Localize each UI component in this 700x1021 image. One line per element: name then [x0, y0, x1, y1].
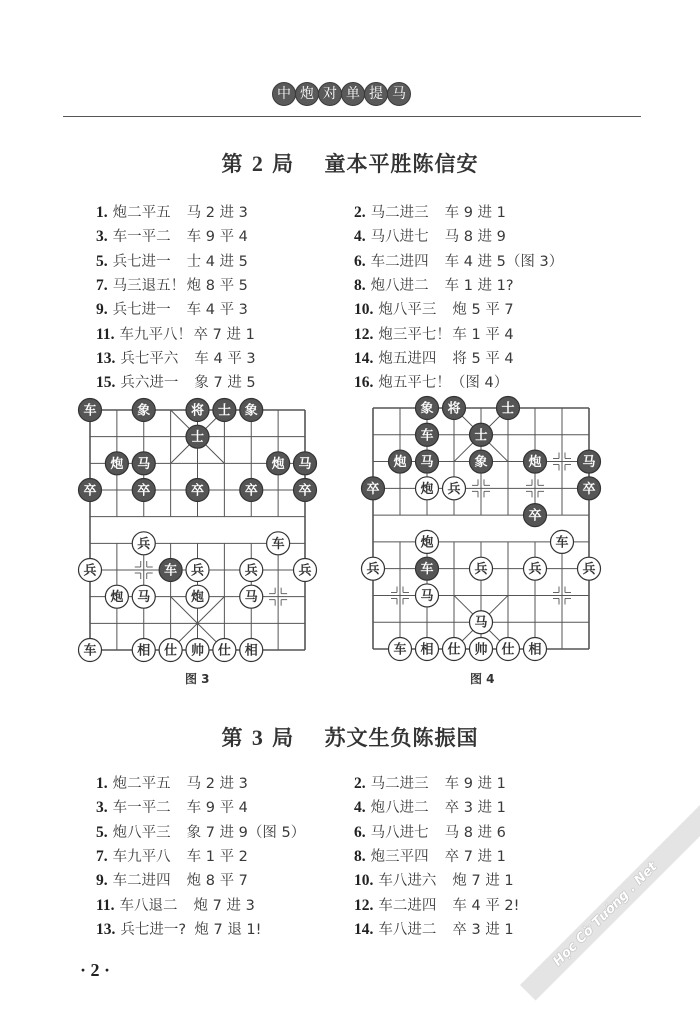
move-number: 12. [354, 325, 374, 343]
svg-text:兵: 兵 [83, 563, 97, 579]
black-move: 车 1 进 1? [444, 277, 514, 294]
move-number: 13. [96, 349, 116, 367]
game-title [0, 148, 700, 178]
red-piece [443, 638, 466, 661]
red-move: 炮二平五 [112, 205, 171, 221]
black-move: 卒 7 进 1 [193, 326, 255, 343]
black-piece [186, 479, 209, 502]
move-number: 3. [96, 799, 108, 817]
game-players: 苏文生负陈振国 [324, 726, 479, 750]
svg-text:相: 相 [528, 642, 542, 658]
svg-text:相: 相 [420, 642, 434, 658]
red-piece [470, 638, 493, 661]
move-entry [354, 323, 514, 344]
black-piece [186, 399, 209, 422]
move-entry [354, 772, 506, 793]
black-piece [524, 450, 547, 473]
chapter-badge: 中 [272, 82, 296, 106]
move-number: 12. [354, 896, 374, 914]
game-number: 2 [251, 151, 264, 176]
black-piece [186, 425, 209, 448]
svg-text:车: 车 [271, 536, 285, 552]
red-move: 马三退五！ [112, 277, 186, 294]
black-move: 将 5 平 4 [452, 350, 514, 367]
move-number: 10. [354, 301, 374, 319]
board-diagram [83, 403, 312, 659]
black-piece [443, 397, 466, 420]
chapter-badge: 炮 [295, 82, 319, 106]
black-move: 象 7 进 5 [194, 375, 256, 392]
black-piece [497, 397, 520, 420]
move-number: 13. [96, 920, 116, 938]
move-number: 4. [354, 799, 366, 817]
black-piece [294, 452, 317, 475]
red-piece [416, 530, 439, 553]
black-move: 车 1 平 4 [452, 326, 514, 343]
black-move: 车 9 进 1 [444, 205, 506, 221]
black-move: 车 4 平 2! [452, 897, 520, 914]
black-move: 象 7 进 9（图 5） [186, 824, 306, 841]
svg-text:仕: 仕 [217, 643, 231, 659]
svg-text:炮: 炮 [420, 481, 434, 497]
red-move: 兵七进一? [120, 921, 187, 938]
red-piece [186, 639, 209, 662]
move-entry [96, 894, 255, 915]
svg-text:象: 象 [137, 403, 151, 419]
move-number: 14. [354, 920, 374, 938]
svg-text:卒: 卒 [528, 508, 542, 524]
black-move: 车 4 进 5（图 3） [444, 253, 564, 270]
move-number: 11. [96, 896, 115, 914]
svg-text:马: 马 [420, 455, 434, 471]
move-number: 14. [354, 349, 374, 367]
black-piece [159, 559, 182, 582]
svg-text:卒: 卒 [244, 483, 258, 499]
red-piece [416, 584, 439, 607]
red-move: 马二进三 [370, 776, 429, 792]
svg-text:卒: 卒 [190, 483, 205, 499]
svg-text:兵: 兵 [244, 563, 258, 579]
svg-text:马: 马 [474, 615, 488, 631]
svg-text:卒: 卒 [298, 483, 312, 499]
move-entry [354, 845, 506, 866]
board-grid [83, 403, 312, 659]
red-piece [132, 532, 155, 555]
move-number: 8. [354, 847, 366, 865]
svg-text:炮: 炮 [110, 590, 124, 606]
board-grid [366, 401, 596, 658]
svg-text:兵: 兵 [447, 481, 461, 497]
red-piece [240, 585, 263, 608]
black-move: 士 4 进 5 [186, 253, 248, 270]
red-move: 车一平二 [112, 229, 171, 246]
red-move: 兵七平六 [120, 350, 179, 367]
red-piece [470, 611, 493, 634]
game-number: 3 [251, 725, 264, 750]
black-move: 车 9 平 4 [186, 800, 248, 817]
svg-text:将: 将 [447, 401, 461, 417]
black-move: 马 8 进 9 [444, 229, 506, 246]
move-entry [96, 371, 256, 392]
move-entry [96, 250, 248, 271]
move-entry [96, 821, 305, 842]
header-rule [63, 116, 641, 117]
move-entry [354, 274, 514, 295]
svg-text:士: 士 [474, 428, 488, 444]
svg-text:象: 象 [420, 401, 434, 417]
black-move: 卒 3 进 1 [444, 800, 506, 817]
move-number: 9. [96, 872, 108, 890]
move-number: 1. [96, 775, 108, 792]
svg-text:卒: 卒 [83, 483, 97, 499]
svg-text:炮: 炮 [420, 535, 434, 551]
red-piece [497, 638, 520, 661]
black-piece [362, 477, 385, 500]
move-entry [354, 298, 514, 319]
red-move: 车八退二 [119, 897, 178, 914]
red-move: 炮二平五 [112, 776, 171, 792]
black-move: 车 4 平 3 [186, 302, 248, 319]
svg-text:兵: 兵 [474, 562, 488, 578]
svg-text:兵: 兵 [366, 562, 380, 578]
black-piece [416, 557, 439, 580]
move-entry [96, 772, 248, 793]
svg-text:象: 象 [244, 403, 258, 419]
red-move: 车二进四 [370, 253, 429, 270]
red-move: 车二进四 [378, 897, 437, 914]
move-entry [96, 845, 248, 866]
red-piece [551, 530, 574, 553]
black-move: 卒 3 进 1 [452, 921, 514, 938]
black-piece [105, 452, 128, 475]
red-piece [79, 639, 102, 662]
move-number: 1. [96, 204, 108, 221]
figure-caption: 图 4 [470, 672, 495, 686]
move-number: 11. [96, 325, 115, 343]
figure-caption: 图 3 [185, 672, 210, 686]
move-entry [354, 821, 506, 842]
move-number: 15. [96, 374, 116, 392]
game-title-prefix: 第 [221, 152, 244, 176]
black-move: 马 8 进 6 [444, 824, 506, 841]
red-piece [294, 559, 317, 582]
black-piece [79, 399, 102, 422]
svg-text:马: 马 [137, 456, 151, 472]
svg-text:帅: 帅 [474, 642, 488, 658]
move-entry [354, 869, 514, 890]
red-piece [416, 638, 439, 661]
black-piece [240, 479, 263, 502]
black-piece [524, 504, 547, 527]
move-entry [354, 225, 506, 246]
black-piece [294, 479, 317, 502]
red-move: 炮五平七！（图 4） [378, 375, 509, 392]
red-move: 兵七进一 [112, 253, 171, 270]
black-move: 炮 8 平 7 [186, 873, 248, 890]
svg-text:车: 车 [83, 643, 97, 659]
svg-text:士: 士 [217, 403, 231, 419]
red-piece [105, 585, 128, 608]
red-piece [470, 557, 493, 580]
svg-text:象: 象 [474, 455, 488, 471]
svg-text:仕: 仕 [447, 642, 461, 658]
svg-text:卒: 卒 [366, 481, 380, 497]
red-piece [524, 557, 547, 580]
svg-text:马: 马 [244, 590, 258, 606]
svg-text:炮: 炮 [528, 455, 542, 471]
svg-text:兵: 兵 [298, 563, 312, 579]
red-move: 车八进六 [378, 873, 437, 890]
black-move: 炮 7 进 1 [452, 873, 514, 890]
red-piece [213, 639, 236, 662]
red-piece [240, 639, 263, 662]
move-entry [96, 869, 248, 890]
black-piece [240, 399, 263, 422]
move-entry [96, 323, 255, 344]
red-move: 炮三平七！ [378, 326, 451, 343]
svg-text:车: 车 [83, 403, 97, 419]
move-entry [96, 274, 248, 295]
move-number: 8. [354, 276, 366, 294]
svg-text:车: 车 [393, 642, 407, 658]
svg-text:相: 相 [244, 643, 258, 659]
red-move: 车八进二 [378, 921, 437, 938]
red-move: 车二进四 [112, 873, 171, 890]
svg-text:帅: 帅 [190, 643, 205, 659]
black-piece [389, 450, 412, 473]
red-piece [389, 638, 412, 661]
move-number: 5. [96, 252, 108, 270]
move-entry [96, 796, 248, 817]
black-move: 炮 8 平 5 [186, 277, 248, 294]
black-piece [578, 450, 601, 473]
svg-text:车: 车 [420, 428, 434, 444]
move-number: 7. [96, 276, 108, 294]
svg-text:卒: 卒 [137, 483, 151, 499]
move-number: 7. [96, 847, 108, 865]
red-piece [186, 585, 209, 608]
svg-text:相: 相 [137, 643, 151, 659]
chapter-title-badges [272, 82, 410, 106]
black-piece [132, 399, 155, 422]
chapter-badge: 提 [364, 82, 388, 106]
black-piece [470, 423, 493, 446]
svg-text:马: 马 [298, 456, 312, 472]
move-entry [354, 918, 514, 939]
move-number: 4. [354, 228, 366, 246]
red-move: 炮八平三 [112, 824, 171, 841]
red-piece [578, 557, 601, 580]
black-piece [132, 479, 155, 502]
svg-text:仕: 仕 [501, 642, 515, 658]
black-piece [416, 450, 439, 473]
black-piece [416, 397, 439, 420]
chapter-badge: 对 [318, 82, 342, 106]
board-diagram [366, 401, 596, 658]
move-entry [96, 347, 256, 368]
black-piece [132, 452, 155, 475]
red-piece [443, 477, 466, 500]
red-move: 马八进七 [370, 824, 429, 841]
svg-text:炮: 炮 [110, 456, 124, 472]
move-number: 9. [96, 301, 108, 319]
svg-text:兵: 兵 [582, 562, 596, 578]
black-piece [213, 399, 236, 422]
move-number: 6. [354, 823, 366, 841]
red-move: 车九平八 [112, 848, 171, 865]
move-number: 5. [96, 823, 108, 841]
black-move: 马 2 进 3 [186, 205, 248, 221]
black-move: 马 2 进 3 [186, 776, 248, 792]
black-move: 车 9 进 1 [444, 776, 506, 792]
svg-text:车: 车 [164, 563, 178, 579]
svg-text:兵: 兵 [137, 536, 151, 552]
svg-text:车: 车 [420, 562, 434, 578]
svg-text:马: 马 [582, 455, 596, 471]
svg-text:马: 马 [420, 588, 434, 604]
game-title [0, 722, 700, 752]
move-entry [354, 347, 514, 368]
svg-text:卒: 卒 [582, 481, 596, 497]
move-entry [354, 250, 563, 271]
black-move: 炮 7 进 3 [193, 897, 255, 914]
red-move: 炮八平三 [378, 302, 437, 319]
red-piece [132, 639, 155, 662]
move-number: 10. [354, 872, 374, 890]
red-piece [79, 559, 102, 582]
black-move: 炮 7 退 1! [194, 921, 262, 938]
black-move: 车 9 平 4 [186, 229, 248, 246]
svg-text:炮: 炮 [271, 456, 285, 472]
svg-text:兵: 兵 [528, 562, 542, 578]
svg-text:马: 马 [137, 590, 151, 606]
red-move: 车九平八！ [119, 326, 193, 343]
svg-text:将: 将 [190, 403, 205, 419]
red-piece [132, 585, 155, 608]
black-move: 车 1 平 2 [186, 848, 248, 865]
red-piece [267, 532, 290, 555]
move-entry [96, 298, 248, 319]
move-entry [96, 201, 248, 222]
game-title-prefix: 第 [221, 726, 244, 750]
page-number: · 2 · [80, 960, 111, 980]
move-number: 3. [96, 228, 108, 246]
black-piece [470, 450, 493, 473]
black-move: 车 4 平 3 [194, 350, 256, 367]
game-title-suffix: 局 [272, 152, 295, 176]
move-entry [96, 918, 261, 939]
black-piece [267, 452, 290, 475]
move-entry [354, 796, 506, 817]
move-number: 2. [354, 204, 366, 221]
svg-text:士: 士 [190, 430, 205, 446]
red-piece [524, 638, 547, 661]
watermark: Học Cờ Tướng . Net [520, 801, 700, 1000]
red-piece [186, 559, 209, 582]
svg-text:车: 车 [555, 535, 569, 551]
black-piece [416, 423, 439, 446]
move-entry [96, 225, 248, 246]
game-players: 童本平胜陈信安 [324, 152, 479, 176]
black-piece [79, 479, 102, 502]
move-entry [354, 201, 506, 222]
svg-text:仕: 仕 [164, 643, 178, 659]
red-move: 兵七进一 [112, 302, 171, 319]
red-move: 马二进三 [370, 205, 429, 221]
black-piece [578, 477, 601, 500]
svg-text:炮: 炮 [393, 455, 407, 471]
game-title-suffix: 局 [272, 726, 295, 750]
svg-text:兵: 兵 [190, 563, 205, 579]
red-piece [159, 639, 182, 662]
red-move: 炮八进二 [370, 277, 429, 294]
black-move: 炮 5 平 7 [452, 302, 514, 319]
red-move: 马八进七 [370, 229, 429, 246]
black-move: 卒 7 进 1 [444, 848, 506, 865]
red-move: 兵六进一 [120, 375, 179, 392]
svg-text:炮: 炮 [190, 590, 205, 606]
move-number: 6. [354, 252, 366, 270]
move-entry [354, 894, 519, 915]
move-entry [354, 371, 508, 392]
red-piece [240, 559, 263, 582]
red-piece [362, 557, 385, 580]
red-move: 炮五进四 [378, 350, 437, 367]
red-piece [416, 477, 439, 500]
move-number: 16. [354, 374, 374, 392]
chapter-badge: 马 [387, 82, 411, 106]
red-move: 车一平二 [112, 800, 171, 817]
chapter-badge: 单 [341, 82, 365, 106]
move-number: 2. [354, 775, 366, 792]
red-move: 炮八进二 [370, 800, 429, 817]
svg-text:士: 士 [501, 401, 515, 417]
red-move: 炮三平四 [370, 848, 429, 865]
